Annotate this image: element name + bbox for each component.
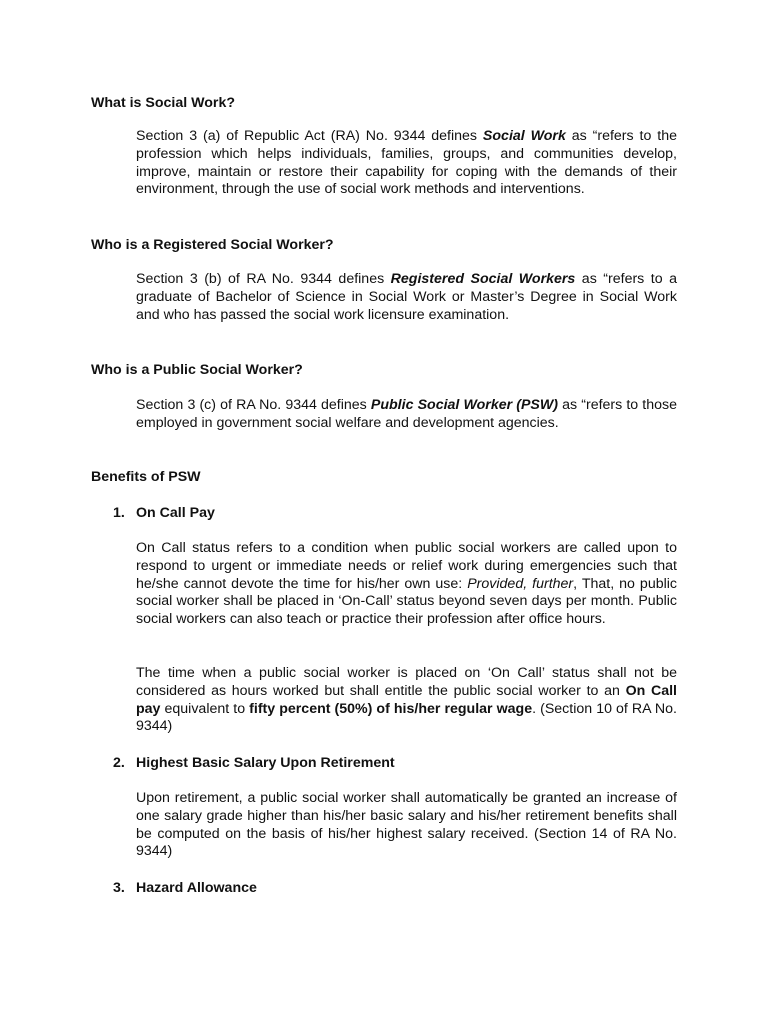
text-run: equivalent to: [160, 700, 250, 717]
text-run: . (Section 10 of RA No. 9344): [136, 700, 677, 735]
section-heading-public-social-worker: Who is a Public Social Worker?: [91, 362, 303, 378]
paragraph-retirement-salary: [136, 790, 677, 861]
italic-proviso: Provided, further: [467, 575, 574, 592]
bold-on-call-pay: On Call pay: [136, 682, 677, 717]
benefit-heading-highest-basic-salary: [113, 754, 395, 772]
paragraph-registered-social-worker-definition: [136, 271, 677, 324]
text-run: Section 3 (a) of Republic Act (RA) No. 9344 defines: [136, 128, 483, 144]
text-run: The time when a public social worker is placed on ‘On Call’ status shall not be considered as hours worked but shall entitle the public social worker to an: [136, 665, 677, 699]
bold-fifty-percent: fifty percent (50%) of his/her regular wage: [249, 700, 533, 717]
benefit-heading-hazard-allowance: [113, 879, 257, 897]
benefit-title: Hazard Allowance: [136, 880, 257, 896]
section-heading-social-work: What is Social Work?: [91, 95, 236, 111]
paragraph-social-work-definition: [136, 128, 677, 199]
section-heading-registered-social-worker: Who is a Registered Social Worker?: [91, 237, 334, 253]
text-run: Section 3 (c) of RA No. 9344 defines: [136, 397, 371, 413]
text-run: as “refers to those employed in government social welfare and development agencies.: [136, 397, 678, 431]
paragraph-on-call-pay: [136, 665, 677, 736]
text-run: , That, no public social worker shall be placed in ‘On-Call’ status beyond seven days per month. Public social workers can also teach or practice their profession after office hours.: [136, 575, 677, 628]
text-run: Section 3 (b) of RA No. 9344 defines: [136, 271, 391, 287]
text-run: as “refers to the profession which helps individuals, families, groups, and communities develop, improve, maintain or restore their capability for coping with the demands of their environment, through the use of social work methods and interventions.: [136, 128, 677, 198]
defined-term-public-social-worker: Public Social Worker (PSW): [370, 397, 559, 413]
list-number: 1.: [113, 505, 125, 521]
defined-term-social-work: Social Work: [482, 128, 566, 144]
defined-term-registered-social-workers: Registered Social Workers: [390, 271, 576, 287]
text-run: as “refers to a graduate of Bachelor of Science in Social Work or Master’s Degree in Social Work and who has passed the social work licensure examination.: [136, 271, 677, 323]
list-number: 2.: [113, 755, 125, 771]
text-run: Upon retirement, a public social worker shall automatically be granted an increase of one salary grade higher than his/her basic salary and his/her retirement benefits shall be computed on the basis of his/her highest salary received. (Section 14 of RA No. 9344): [136, 790, 677, 860]
benefit-heading-on-call-pay: [113, 504, 215, 522]
text-run: On Call status refers to a condition when public social workers are called upon to respond to urgent or immediate needs or relief work during emergencies such that he/she cannot devote the time for his/her own use:: [136, 540, 677, 592]
benefit-title: On Call Pay: [136, 505, 215, 521]
list-number: 3.: [113, 880, 125, 896]
paragraph-on-call-status: [136, 540, 677, 629]
paragraph-public-social-worker-definition: [136, 397, 677, 433]
benefit-title: Highest Basic Salary Upon Retirement: [136, 755, 395, 771]
section-heading-benefits: Benefits of PSW: [91, 469, 201, 485]
